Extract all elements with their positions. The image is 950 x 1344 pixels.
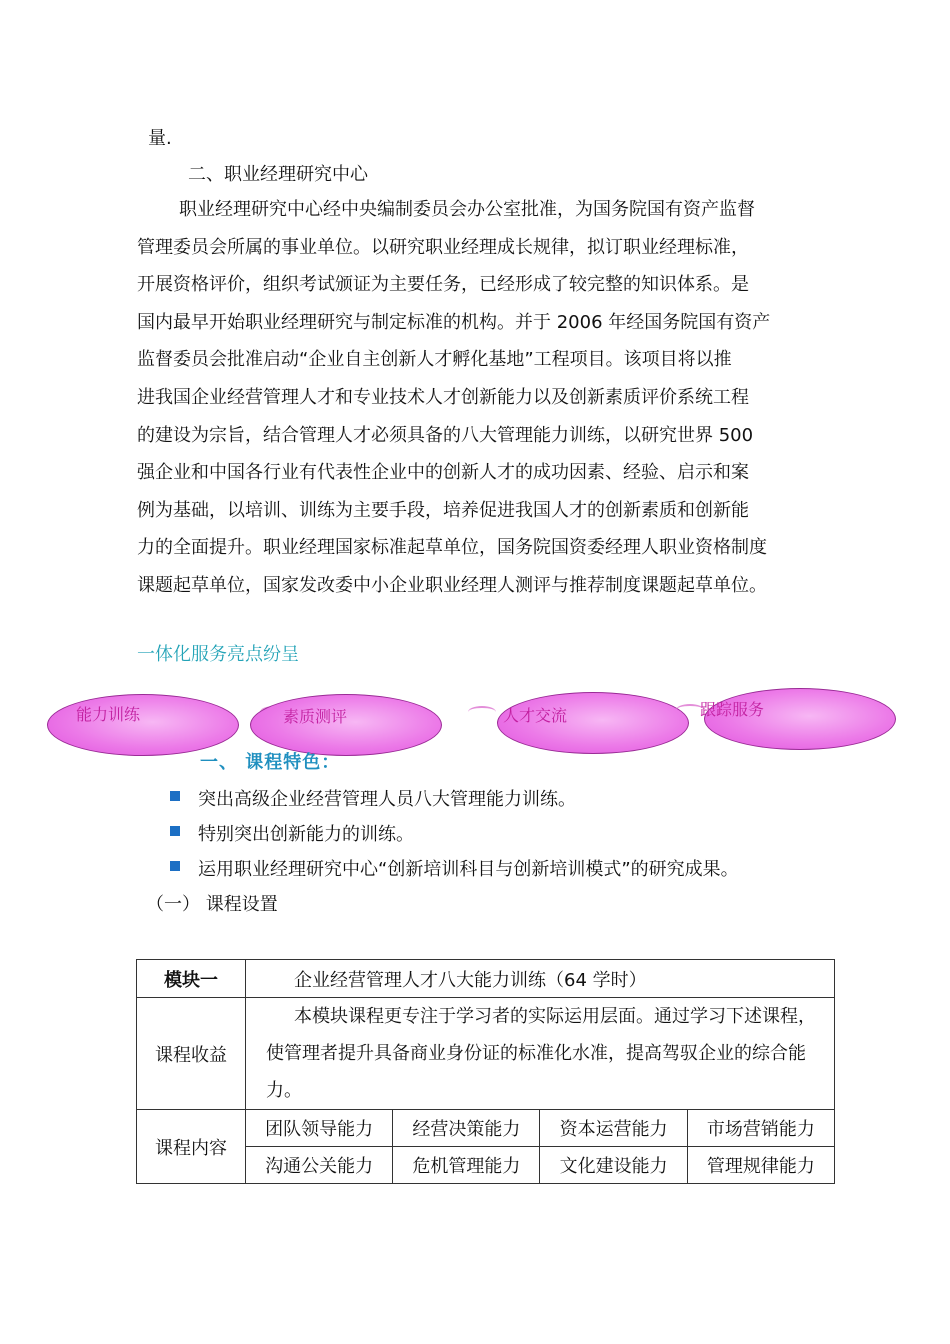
service-label: 跟踪服务 bbox=[700, 700, 765, 719]
feature-text: 突出高级企业经营管理人员八大管理能力训练。 bbox=[198, 789, 576, 810]
content-item: 市场营销能力 bbox=[687, 1110, 834, 1147]
course-table bbox=[136, 959, 835, 1184]
service-label: 能力训练 bbox=[76, 705, 141, 724]
content-item: 资本运营能力 bbox=[540, 1110, 687, 1147]
body-line: 例为基础，以培训、训练为主要手段，培养促进我国人才的创新素质和创新能 bbox=[137, 499, 749, 521]
body-line: 职业经理研究中心经中央编制委员会办公室批准，为国务院国有资产监督 bbox=[179, 199, 755, 220]
body-line: 强企业和中国各行业有代表性企业中的创新人才的成功因素、经验、启示和案 bbox=[137, 462, 749, 484]
body-line: 监督委员会批准启动“企业自主创新人才孵化基地”工程项目。该项目将以推 bbox=[137, 349, 732, 371]
body-line: 的建设为宗旨，结合管理人才必须具备的八大管理能力训练，以研究世界 500 bbox=[137, 424, 754, 446]
content-item: 团队领导能力 bbox=[246, 1110, 393, 1147]
service-label: 素质测评 bbox=[283, 707, 348, 726]
content-item: 管理规律能力 bbox=[687, 1147, 834, 1184]
body-line: 进我国企业经营管理人才和专业技术人才创新能力以及创新素质评价系统工程 bbox=[137, 386, 749, 408]
content-item: 沟通公关能力 bbox=[246, 1147, 393, 1184]
course-setup-heading: （一） 课程设置 bbox=[146, 894, 278, 915]
module-title: 企业经营管理人才八大能力训练（64 学时） bbox=[246, 960, 835, 998]
bullet-square-icon bbox=[170, 826, 180, 836]
content-item: 文化建设能力 bbox=[540, 1147, 687, 1184]
body-line: 力的全面提升。职业经理国家标准起草单位，国务院国资委经理人职业资格制度 bbox=[137, 537, 767, 559]
text-fragment: 量. bbox=[148, 128, 172, 149]
content-cell bbox=[246, 1110, 835, 1184]
section-heading: 二、职业经理研究中心 bbox=[188, 164, 368, 185]
feature-text: 特别突出创新能力的训练。 bbox=[198, 824, 414, 845]
body-line: 管理委员会所属的事业单位。以研究职业经理成长规律，拟订职业经理标准， bbox=[137, 236, 749, 258]
body-line: 开展资格评价，组织考试颁证为主要任务，已经形成了较完整的知识体系。是 bbox=[137, 274, 749, 296]
benefit-text: 本模块课程更专注于学习者的实际运用层面。通过学习下述课程，使管理者提升具备商业身份证的标准化水准，提高驾驭企业的综合能力。 bbox=[246, 998, 835, 1110]
content-label: 课程内容 bbox=[137, 1110, 246, 1184]
features-heading: 一、 课程特色： bbox=[200, 752, 341, 773]
swirl-decoration bbox=[468, 706, 496, 718]
benefit-label: 课程收益 bbox=[137, 998, 246, 1110]
body-paragraph bbox=[137, 191, 817, 605]
service-label: 人才交流 bbox=[503, 706, 568, 725]
content-item: 危机管理能力 bbox=[393, 1147, 540, 1184]
module-label: 模块一 bbox=[137, 960, 246, 998]
content-item: 经营决策能力 bbox=[393, 1110, 540, 1147]
bullet-square-icon bbox=[170, 791, 180, 801]
services-title: 一体化服务亮点纷呈 bbox=[137, 644, 299, 665]
body-line: 国内最早开始职业经理研究与制定标准的机构。并于 2006 年经国务院国有资产 bbox=[137, 311, 771, 333]
feature-text: 运用职业经理研究中心“创新培训科目与创新培训模式”的研究成果。 bbox=[198, 859, 739, 880]
body-line: 课题起草单位，国家发改委中小企业职业经理人测评与推荐制度课题起草单位。 bbox=[137, 574, 767, 596]
content-grid bbox=[246, 1110, 834, 1183]
bullet-square-icon bbox=[170, 861, 180, 871]
